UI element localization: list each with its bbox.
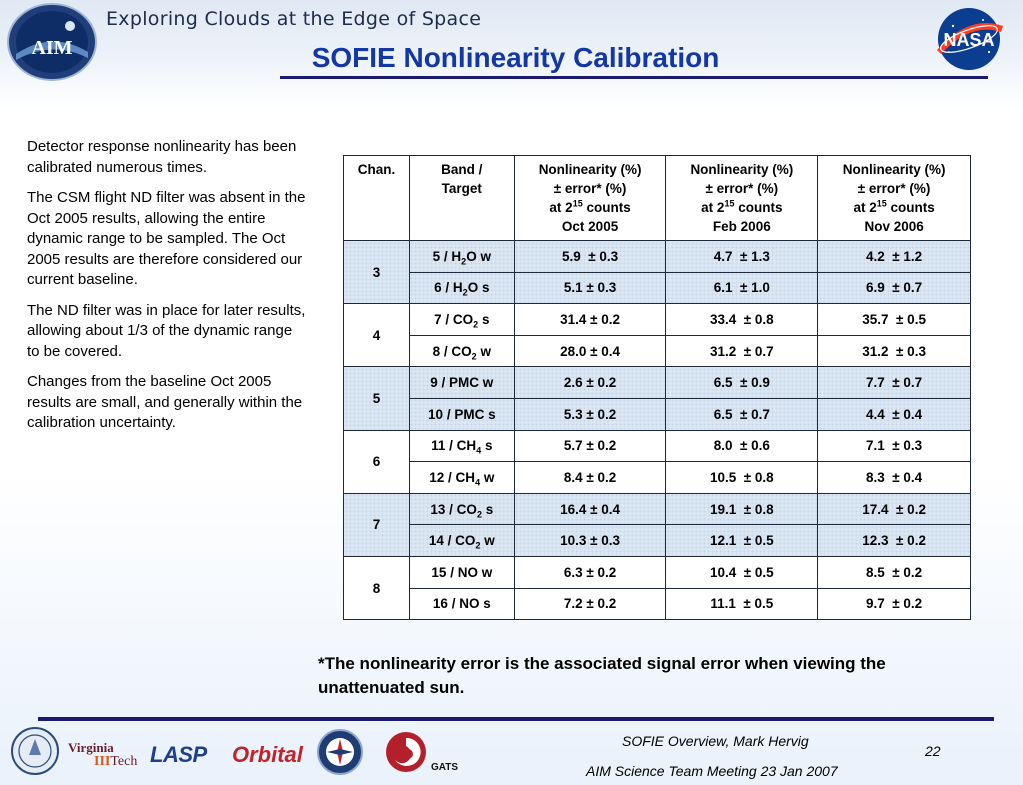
footnote: *The nonlinearity error is the associated signal error when viewing the unattenuated sun. bbox=[318, 654, 886, 697]
nonlinearity-value-cell: 5.9 ± 0.3 bbox=[514, 241, 666, 273]
nasa-logo-text: NASA bbox=[943, 30, 995, 50]
gats-label: GATS bbox=[431, 762, 459, 773]
channel-cell: 5 bbox=[344, 367, 410, 430]
band-target-cell: 10 / PMC s bbox=[409, 398, 514, 430]
header-nov-2006: Nonlinearity (%) ± error* (%) at $2^{15}$ counts Nov 2006 bbox=[818, 156, 971, 241]
table-header-row bbox=[344, 156, 971, 241]
channel-cell: 6 bbox=[344, 430, 410, 493]
header-feb-2006: Nonlinearity (%) ± error* (%) at $2^{15}$ counts Feb 2006 bbox=[666, 156, 818, 241]
nonlinearity-value-cell: 7.2 ± 0.2 bbox=[514, 588, 666, 620]
nonlinearity-value-cell: 16.4 ± 0.4 bbox=[514, 493, 666, 525]
band-target-cell: $8 / CO_2$ w bbox=[409, 335, 514, 367]
nonlinearity-value-cell: 6.5 ± 0.9 bbox=[666, 367, 818, 399]
nonlinearity-value-cell: 31.4 ± 0.2 bbox=[514, 304, 666, 336]
nonlinearity-value-cell: 8.0 ± 0.6 bbox=[666, 430, 818, 462]
nonlinearity-value-cell: 8.5 ± 0.2 bbox=[818, 556, 971, 588]
nonlinearity-value-cell: 8.4 ± 0.2 bbox=[514, 462, 666, 494]
header-band: Band / Target bbox=[409, 156, 514, 241]
orbital-logo: Orbital bbox=[232, 742, 303, 767]
band-target-cell: $13 / CO_2$ s bbox=[409, 493, 514, 525]
table-row bbox=[344, 493, 971, 525]
paragraph-4: Changes from the baseline Oct 2005 results are small, and generally within the calibration uncertainty. bbox=[27, 373, 303, 431]
nonlinearity-value-cell: 6.5 ± 0.7 bbox=[666, 398, 818, 430]
channel-cell: 7 bbox=[344, 493, 410, 556]
table-row bbox=[344, 398, 971, 430]
nonlinearity-value-cell: 8.3 ± 0.4 bbox=[818, 462, 971, 494]
nonlinearity-value-cell: 7.1 ± 0.3 bbox=[818, 430, 971, 462]
band-target-cell: 9 / PMC w bbox=[409, 367, 514, 399]
nonlinearity-value-cell: 10.5 ± 0.8 bbox=[666, 462, 818, 494]
compass-seal-icon bbox=[316, 728, 364, 776]
band-target-cell: $5 / H_2O$ w bbox=[409, 241, 514, 273]
nonlinearity-value-cell: 6.3 ± 0.2 bbox=[514, 556, 666, 588]
table-row bbox=[344, 525, 971, 557]
footer-meeting: AIM Science Team Meeting 23 Jan 2007 bbox=[586, 763, 838, 779]
nonlinearity-value-cell: 28.0 ± 0.4 bbox=[514, 335, 666, 367]
band-target-cell: 15 / NO w bbox=[409, 556, 514, 588]
table-row bbox=[344, 462, 971, 494]
channel-cell: 8 bbox=[344, 556, 410, 619]
table-row bbox=[344, 588, 971, 620]
nonlinearity-value-cell: 2.6 ± 0.2 bbox=[514, 367, 666, 399]
nonlinearity-value-cell: 17.4 ± 0.2 bbox=[818, 493, 971, 525]
nonlinearity-value-cell: 4.2 ± 1.2 bbox=[818, 241, 971, 273]
nonlinearity-value-cell: 5.1 ± 0.3 bbox=[514, 272, 666, 304]
nonlinearity-value-cell: 5.7 ± 0.2 bbox=[514, 430, 666, 462]
nonlinearity-value-cell: 35.7 ± 0.5 bbox=[818, 304, 971, 336]
left-description bbox=[27, 137, 307, 444]
band-target-cell: 16 / NO s bbox=[409, 588, 514, 620]
nonlinearity-value-cell: 31.2 ± 0.3 bbox=[818, 335, 971, 367]
band-target-cell: $14 / CO_2$ w bbox=[409, 525, 514, 557]
header-tagline: Exploring Clouds at the Edge of Space bbox=[106, 8, 482, 30]
page-title: SOFIE Nonlinearity Calibration bbox=[311, 42, 720, 73]
band-target-cell: $7 / CO_2$ s bbox=[409, 304, 514, 336]
table-row bbox=[344, 304, 971, 336]
nonlinearity-value-cell: 6.1 ± 1.0 bbox=[666, 272, 818, 304]
band-target-cell: $11 / CH_4$ s bbox=[409, 430, 514, 462]
nonlinearity-value-cell: 12.3 ± 0.2 bbox=[818, 525, 971, 557]
virginia-tech-logo: Virginia IIITech bbox=[68, 740, 138, 769]
paragraph-1: Detector response nonlinearity has been calibrated numerous times. bbox=[27, 138, 297, 176]
table-row bbox=[344, 335, 971, 367]
nonlinearity-value-cell: 9.7 ± 0.2 bbox=[818, 588, 971, 620]
nonlinearity-value-cell: 6.9 ± 0.7 bbox=[818, 272, 971, 304]
footer-presenter: SOFIE Overview, Mark Hervig bbox=[622, 733, 809, 749]
band-target-cell: $12 / CH_4$ w bbox=[409, 462, 514, 494]
nonlinearity-value-cell: 7.7 ± 0.7 bbox=[818, 367, 971, 399]
header-oct-2005: Nonlinearity (%) ± error* (%) at $2^{15}$ counts Oct 2005 bbox=[514, 156, 666, 241]
title-underline bbox=[280, 76, 988, 79]
nonlinearity-value-cell: 19.1 ± 0.8 bbox=[666, 493, 818, 525]
nonlinearity-value-cell: 4.4 ± 0.4 bbox=[818, 398, 971, 430]
table-body bbox=[344, 241, 971, 620]
nonlinearity-value-cell: 10.3 ± 0.3 bbox=[514, 525, 666, 557]
aim-logo-text: AIM bbox=[31, 37, 73, 59]
band-target-cell: $6 / H_2O$ s bbox=[409, 272, 514, 304]
nonlinearity-value-cell: 33.4 ± 0.8 bbox=[666, 304, 818, 336]
table-row bbox=[344, 241, 971, 273]
lasp-logo: LASP bbox=[150, 742, 207, 767]
nonlinearity-value-cell: 4.7 ± 1.3 bbox=[666, 241, 818, 273]
table-row bbox=[344, 556, 971, 588]
nonlinearity-value-cell: 11.1 ± 0.5 bbox=[666, 588, 818, 620]
table-row bbox=[344, 367, 971, 399]
paragraph-2: The CSM flight ND filter was absent in the Oct 2005 results, allowing the entire dynamic range to be sampled. The Oct 2005 results are therefore considered our current baseline. bbox=[27, 189, 306, 288]
gats-swirl-icon bbox=[382, 728, 430, 776]
paragraph-3: The ND filter was in place for later results, allowing about 1/3 of the dynamic range to be covered. bbox=[27, 301, 306, 360]
nonlinearity-value-cell: 10.4 ± 0.5 bbox=[666, 556, 818, 588]
header-chan: Chan. bbox=[344, 156, 410, 241]
channel-cell: 3 bbox=[344, 241, 410, 304]
nonlinearity-table bbox=[343, 155, 971, 620]
page-number: 22 bbox=[925, 743, 941, 759]
footer-rule bbox=[38, 717, 994, 721]
nonlinearity-value-cell: 5.3 ± 0.2 bbox=[514, 398, 666, 430]
university-seal-icon bbox=[10, 726, 60, 776]
table-row bbox=[344, 272, 971, 304]
nonlinearity-value-cell: 31.2 ± 0.7 bbox=[666, 335, 818, 367]
table-row bbox=[344, 430, 971, 462]
channel-cell: 4 bbox=[344, 304, 410, 367]
nonlinearity-value-cell: 12.1 ± 0.5 bbox=[666, 525, 818, 557]
